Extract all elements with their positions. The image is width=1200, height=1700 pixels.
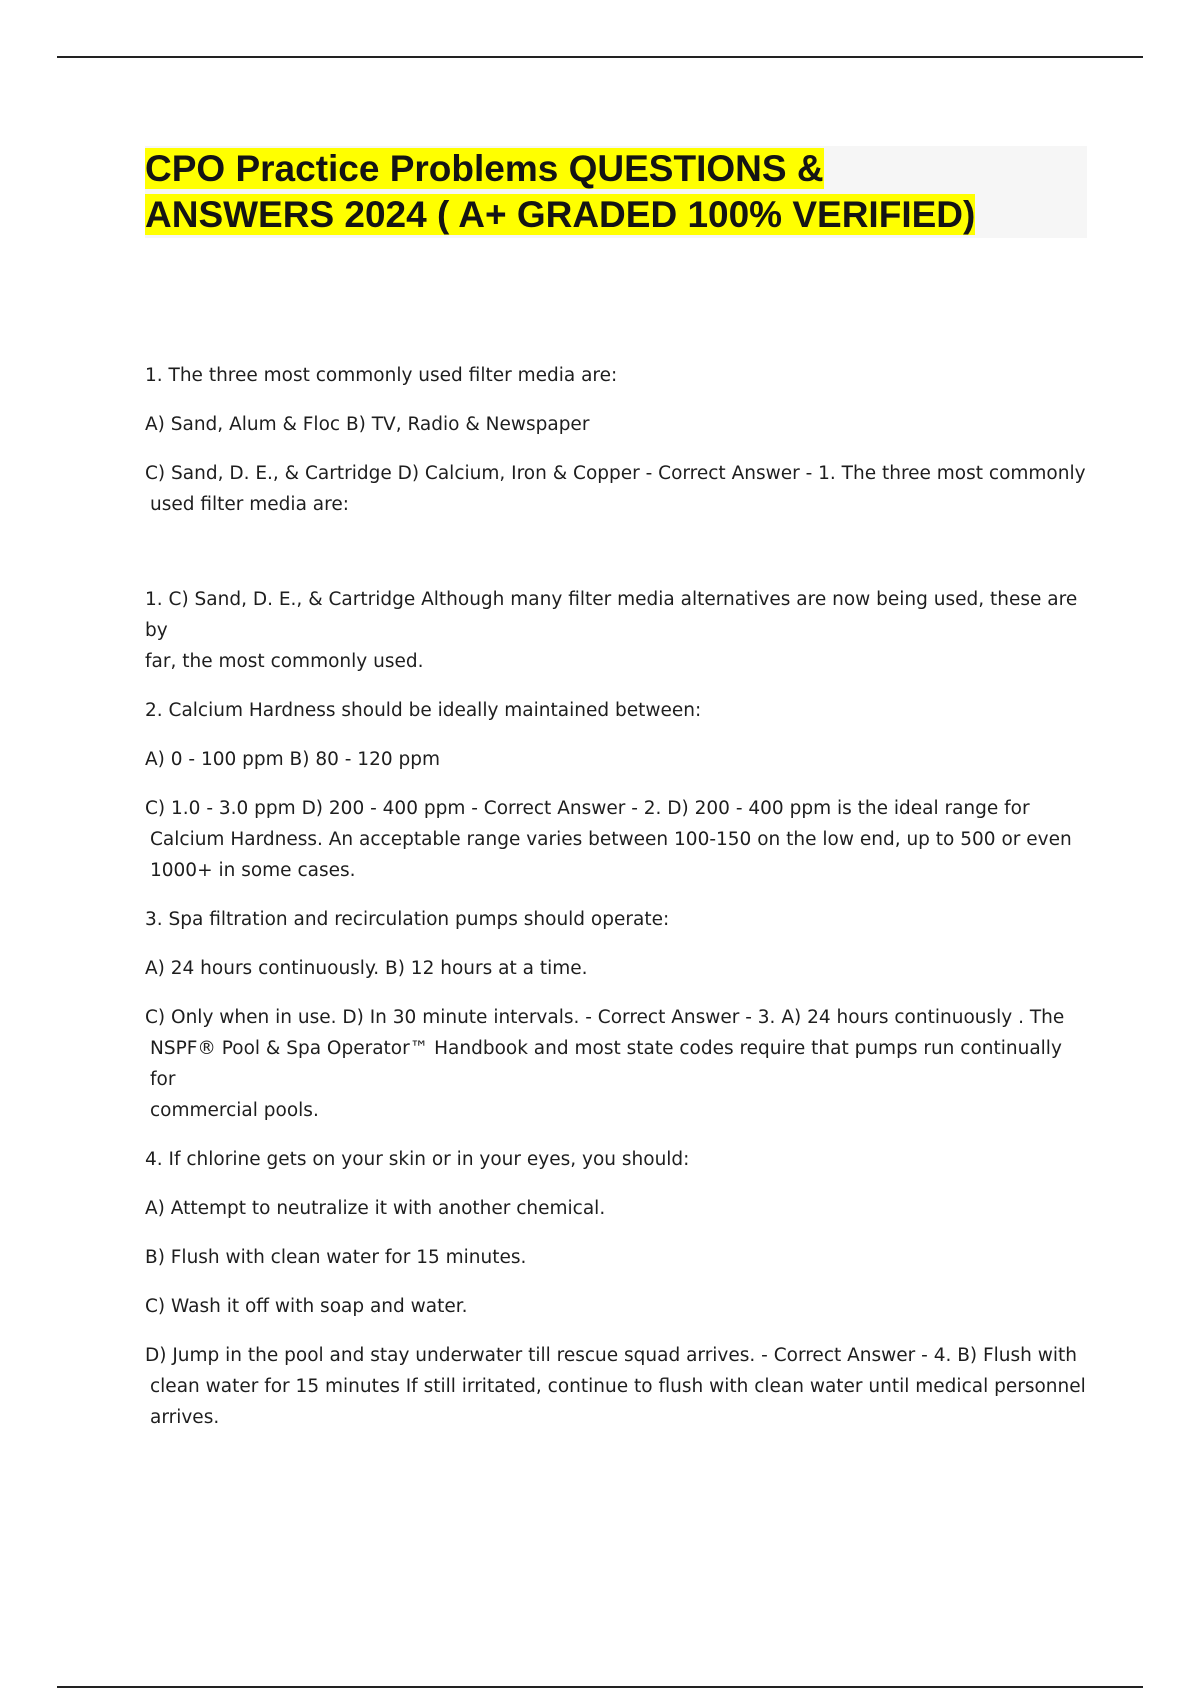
question-3-options-cd-answer: C) Only when in use. D) In 30 minute intervals. - Correct Answer - 3. A) 24 hours continuously . The NSPF® Pool & Spa Operator™ Handbook and most state codes require that pumps run continually for commercial pools. xyxy=(145,1007,1065,1121)
title-line-2: ANSWERS 2024 ( A+ GRADED 100% VERIFIED) xyxy=(145,194,976,235)
question-3-options-ab: A) 24 hours continuously. B) 12 hours at a time. xyxy=(145,958,588,979)
document-body xyxy=(145,360,1090,1451)
question-2-options-cd-answer: C) 1.0 - 3.0 ppm D) 200 - 400 ppm - Correct Answer - 2. D) 200 - 400 ppm is the ideal range for Calcium Hardness. An acceptable range varies between 100-150 on the low end, up to 500 or even 1000+ in some cases. xyxy=(145,798,1072,881)
question-1-options-cd-answer: C) Sand, D. E., & Cartridge D) Calcium, Iron & Copper - Correct Answer - 1. The three most commonly used filter media are: xyxy=(145,463,1086,515)
top-rule xyxy=(57,56,1143,58)
question-3: 3. Spa filtration and recirculation pumps should operate: xyxy=(145,909,670,930)
question-4-option-d-answer: D) Jump in the pool and stay underwater till rescue squad arrives. - Correct Answer - 4. B) Flush with clean water for 15 minutes If still irritated, continue to flush with clean water until medical personnel arrives. xyxy=(145,1345,1086,1428)
document-title xyxy=(145,146,1087,238)
question-1-options-ab: A) Sand, Alum & Floc B) TV, Radio & Newspaper xyxy=(145,414,590,435)
question-4: 4. If chlorine gets on your skin or in your eyes, you should: xyxy=(145,1149,690,1170)
question-4-option-a: A) Attempt to neutralize it with another chemical. xyxy=(145,1198,606,1219)
question-2-options-ab: A) 0 - 100 ppm B) 80 - 120 ppm xyxy=(145,749,441,770)
bottom-rule xyxy=(57,1686,1143,1688)
question-1: 1. The three most commonly used filter media are: xyxy=(145,365,618,386)
question-4-option-b: B) Flush with clean water for 15 minutes. xyxy=(145,1247,527,1268)
question-4-option-c: C) Wash it off with soap and water. xyxy=(145,1296,468,1317)
answer-1-explanation: 1. C) Sand, D. E., & Cartridge Although many filter media alternatives are now being used, these are by far, the most commonly used. xyxy=(145,589,1078,672)
question-2: 2. Calcium Hardness should be ideally maintained between: xyxy=(145,700,702,721)
title-line-1: CPO Practice Problems QUESTIONS & xyxy=(145,148,824,189)
